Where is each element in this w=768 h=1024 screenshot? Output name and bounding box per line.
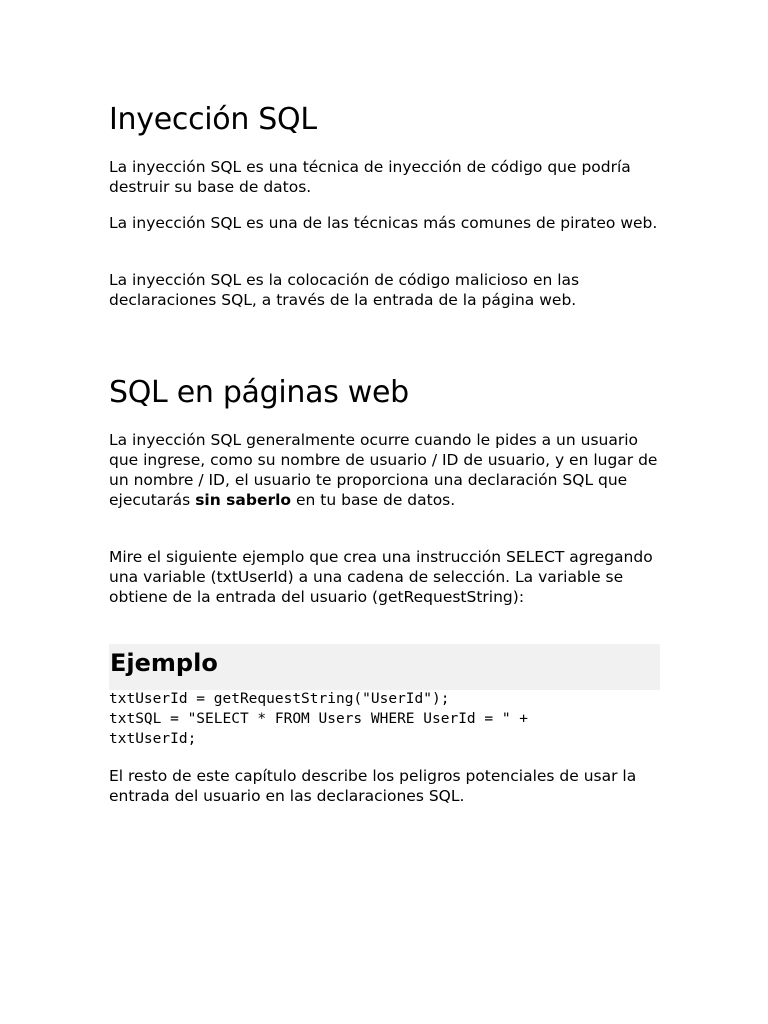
paragraph-definition: La inyección SQL es una técnica de inyección de código que podría destruir su base de datos.: [109, 158, 631, 196]
paragraph-chapter-outlook: El resto de este capítulo describe los peligros potenciales de usar la entrada del usuario en las declaraciones SQL.: [109, 767, 637, 805]
section-title-sql-in-web-pages: SQL en páginas web: [109, 375, 409, 410]
paragraph-placement: La inyección SQL es la colocación de código malicioso en las declaraciones SQL, a través de la entrada de la página web.: [109, 271, 580, 309]
paragraph-occurrence-bold: sin saberlo: [195, 491, 292, 509]
section-title-sql-injection: Inyección SQL: [109, 102, 317, 137]
paragraph-occurrence-end: en tu base de datos.: [291, 491, 456, 509]
paragraph-example-intro: Mire el siguiente ejemplo que crea una instrucción SELECT agregando una variable (txtUserId) a una cadena de selección. La variable se obtiene de la entrada del usuario (getRequestString):: [109, 548, 653, 606]
example-title: Ejemplo: [110, 649, 218, 677]
paragraph-common-technique: La inyección SQL es una de las técnicas más comunes de pirateo web.: [109, 214, 658, 232]
paragraph-occurrence-text: La inyección SQL generalmente ocurre cuando le pides a un usuario que ingrese, como su nombre de usuario / ID de usuario, y en lugar de un nombre / ID, el usuario te proporciona una declaración SQL que ejecutarás: [109, 431, 658, 509]
code-example: txtUserId = getRequestString("UserId"); txtSQL = "SELECT * FROM Users WHERE UserId = " + txtUserId;: [109, 691, 529, 747]
paragraph-occurrence: [109, 430, 661, 510]
example-header-box: [109, 644, 660, 690]
